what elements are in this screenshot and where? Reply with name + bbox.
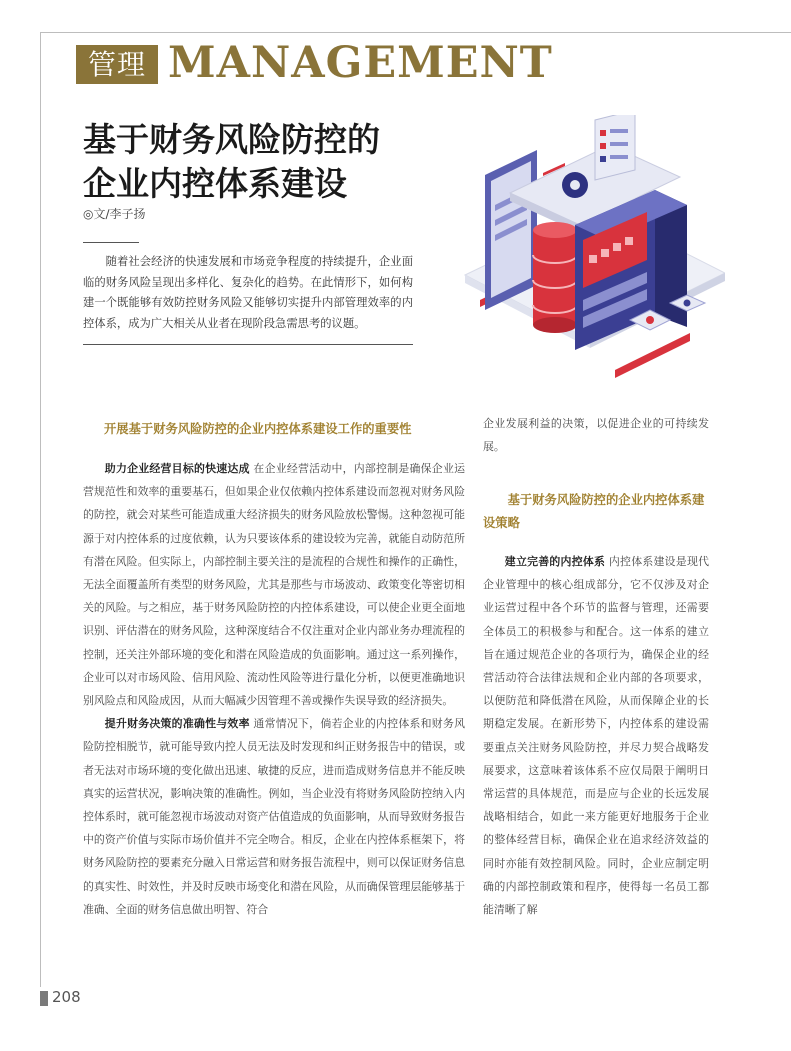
section-label-cn: 管理 [76, 45, 158, 84]
server-database-gear-icon [425, 115, 725, 380]
page-frame-left [40, 32, 41, 987]
abstract-divider-top [83, 242, 139, 243]
page-number: 208 [52, 988, 81, 1006]
left-column [83, 457, 465, 921]
article-title-line1: 基于财务风险防控的 [83, 120, 380, 159]
continued-text: 企业发展利益的决策，以促进企业的可持续发展。 [483, 417, 709, 454]
article-abstract: 随着社会经济的快速发展和市场竞争程度的持续提升，企业面临的财务风险呈现出多样化、复杂化的趋势。在此情形下，如何构建一个既能够有效防控财务风险又能够切实提升内部管理效率的内控体系，成为广大相关从业者在现阶段急需思考的议题。 [83, 255, 413, 330]
paragraph-lead: 助力企业经营目标的快速达成 [104, 462, 250, 475]
section-label-en: MANAGEMENT [168, 38, 553, 88]
paragraph-body: 内控体系建设是现代企业管理中的核心组成部分，它不仅涉及对企业运营过程中各个环节的监督与管理，还需要全体员工的积极参与和配合。这一体系的建立旨在通过规范企业的各项行为，确保企业的经营活动符合法律法规和企业内部的各项要求，以便防范和降低潜在风险，从而保障企业的长期稳定发展。在新形势下，内控体系的建设需要重点关注财务风险防控，并尽力契合战略发展要求，这意味着该体系不应仅局限于阐明日常运营的具体规范，而是应与企业的长远发展战略相结合，如此一来方能更好地服务于企业的整体经营目标，确保企业在追求经济效益的同时亦能有效控制风险。同时，企业应制定明确的内部控制政策和程序，使得每一名员工都能清晰了解 [483, 555, 709, 917]
article-title [83, 118, 380, 206]
article-title-line2: 企业内控体系建设 [83, 164, 347, 203]
author-byline: ◎文∕李子扬 [83, 207, 146, 221]
paragraph-body: 在企业经营活动中，内部控制是确保企业运营规范性和效率的重要基石，但如果企业仅依赖内控体系建设而忽视对财务风险的防控，就会对某些可能造成重大经济损失的财务风险放松警惕。这种忽视可能源于对内控体系的过度依赖，认为只要该体系的建设较为完善，就能自动防范所有潜在风险。但实际上，内部控制主要关注的是流程的合规性和操作的正确性，无法全面覆盖所有类型的财务风险，尤其是那些与市场波动、政策变化等密切相关的风险。与之相应，基于财务风险防控的内控体系建设，可以使企业更全面地识别、评估潜在的财务风险，这种深度结合不仅注重对企业内部业务办理流程的控制，还关注外部环境的变化和潜在风险造成的负面影响。通过这一系列操作，企业可以对市场风险、信用风险、流动性风险等进行量化分析，以便更准确地识别风险点和风险成因，从而大幅减少因管理不善或操作失误导致的经济损失。 [83, 462, 465, 708]
abstract-divider-bottom [83, 344, 413, 345]
right-column-continuation [483, 412, 709, 458]
body-paragraph [483, 550, 709, 921]
paragraph-lead: 建立完善的内控体系 [504, 555, 606, 568]
section-heading-importance: 开展基于财务风险防控的企业内控体系建设工作的重要性 [104, 422, 412, 436]
paragraph-body: 通常情况下，倘若企业的内控体系和财务风险防控相脱节，就可能导致内控人员无法及时发现和纠正财务报告中的错误，或者无法对市场环境的变化做出迅速、敏捷的反应，进而造成财务信息并不能反映真实的运营状况，影响决策的准确性。例如，当企业没有将财务风险防控纳入内控体系时，就可能忽视市场波动对资产估值造成的负面影响，从而导致财务报告中的资产价值与实际市场价值并不完全吻合。相反，企业在内控体系框架下，将财务风险防控的要素充分融入日常运营和财务报告流程中，则可以保证财务信息的真实性、时效性，并及时反映市场变化和潜在风险，从而确保管理层能够基于准确、全面的财务信息做出明智、符合 [83, 717, 465, 916]
section-heading-strategy: 基于财务风险防控的企业内控体系建设策略 [483, 493, 705, 530]
paragraph-lead: 提升财务决策的准确性与效率 [104, 717, 250, 731]
body-paragraph [83, 457, 465, 712]
page-frame-top [40, 32, 791, 33]
page-number-marker [40, 991, 48, 1006]
right-column [483, 550, 709, 921]
body-paragraph [83, 712, 465, 921]
